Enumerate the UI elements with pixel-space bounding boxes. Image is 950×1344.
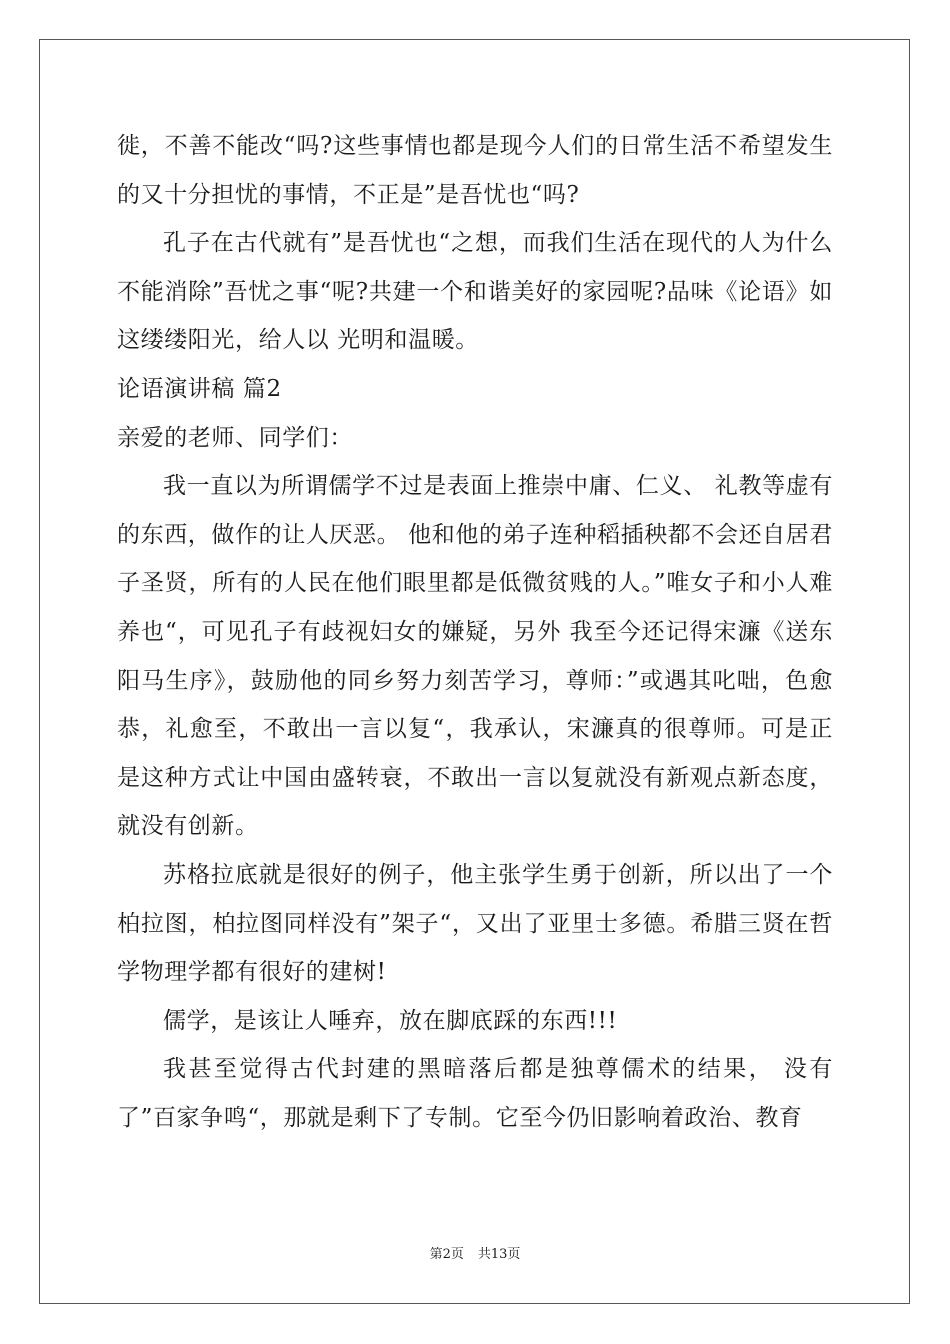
paragraph-2: 孔子在古代就有”是吾忧也“之想，而我们生活在现代的人为什么不能消除”吾忧之事“呢?共建一个和谐美好的家园呢?品味《论语》如这缕缕阳光，给人以 光明和温暖。: [117, 230, 833, 354]
paragraph-3: 我一直以为所谓儒学不过是表面上推崇中庸、仁义、 礼教等虚有的东西，做作的让人厌恶。 他和他的弟子连种稻插秧都不会还自居君子圣贤，所有的人民在他们眼里都是低微贫贱的人。”唯女子和小人难养也“，可见孔子有歧视妇女的嫌疑，另外 我至今还记得宋濂《送东阳马生序》，鼓励他的同乡努力刻苦学习，尊师：”或遇其叱咄，色愈恭，礼愈至，不敢出一言以复“，我承认，宋濂真的很尊师。可是正是这种方式让中国由盛转衰，不敢出一言以复就没有新观点新态度，就没有创新。: [117, 473, 833, 840]
salutation: 亲爱的老师、同学们：: [117, 424, 353, 451]
paragraph-4: 苏格拉底就是很好的例子，他主张学生勇于创新，所以出了一个柏拉图，柏拉图同样没有”架子“，又出了亚里士多德。希腊三贤在哲学物理学都有很好的建树!: [117, 861, 833, 986]
page-footer: [0, 1243, 950, 1262]
paragraph-5: 儒学，是该让人唾弃，放在脚底踩的东西!!!: [163, 1007, 618, 1034]
page-total: 共13页: [477, 1247, 521, 1262]
paragraph-6: 我甚至觉得古代封建的黑暗落后都是独尊儒术的结果， 没有了”百家争鸣“，那就是剩下了专制。它至今仍旧影响着政治、教育: [117, 1056, 833, 1131]
document-body: [117, 122, 833, 1142]
page-number: 第2页: [429, 1247, 464, 1262]
paragraph-1: 徙，不善不能改“吗?这些事情也都是现今人们的日常生活不希望发生的又十分担忧的事情，不正是”是吾忧也“吗?: [117, 133, 833, 208]
section-heading: 论语演讲稿 篇2: [117, 375, 282, 402]
